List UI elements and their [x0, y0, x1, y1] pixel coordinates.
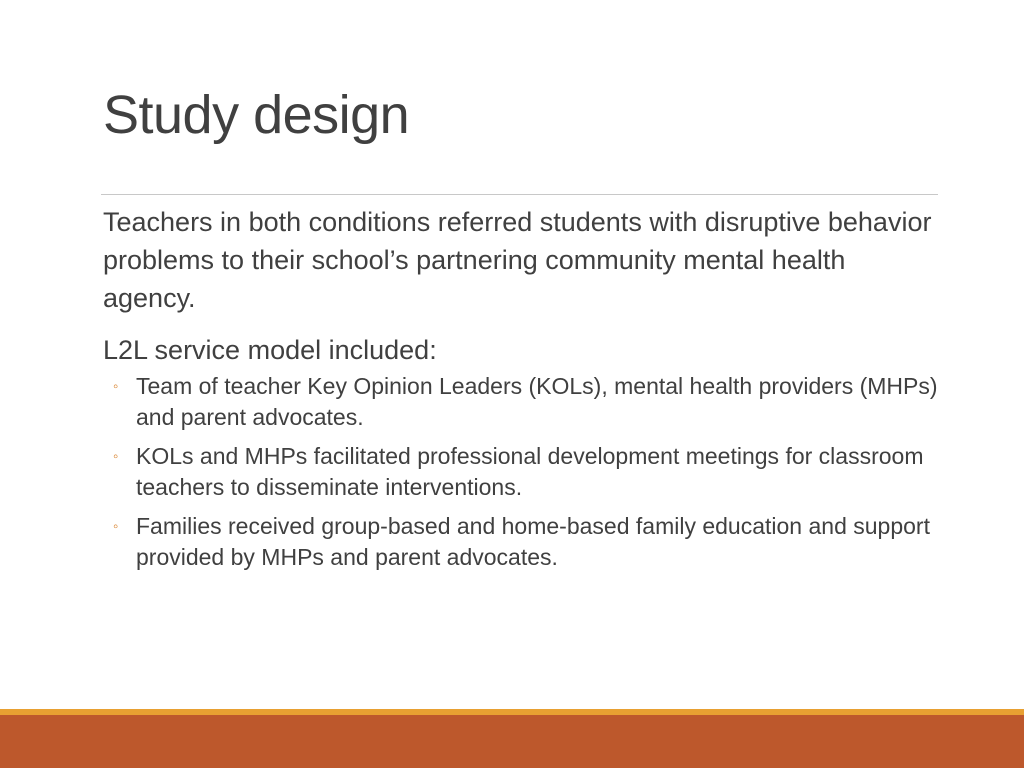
- footer-band: [0, 715, 1024, 768]
- slide-title: Study design: [103, 85, 410, 145]
- service-model-heading: L2L service model included:: [103, 335, 437, 365]
- bullet-list: [103, 371, 938, 573]
- title-divider: [101, 194, 938, 195]
- circle-bullet-icon: ◦: [113, 378, 119, 395]
- slide-body: [103, 203, 938, 581]
- circle-bullet-icon: ◦: [113, 518, 119, 535]
- bullet-text: Team of teacher Key Opinion Leaders (KOLs), mental health providers (MHPs) and parent advocates.: [136, 373, 938, 430]
- bullet-item: [103, 371, 938, 433]
- bullet-item: [103, 511, 938, 573]
- bullet-item: [103, 441, 938, 503]
- bullet-text: Families received group-based and home-based family education and support provided by MHPs and parent advocates.: [136, 513, 930, 570]
- circle-bullet-icon: ◦: [113, 448, 119, 465]
- intro-paragraph: Teachers in both conditions referred students with disruptive behavior problems to their school’s partnering community mental health agency.: [103, 207, 932, 313]
- bullet-text: KOLs and MHPs facilitated professional development meetings for classroom teachers to disseminate interventions.: [136, 443, 924, 500]
